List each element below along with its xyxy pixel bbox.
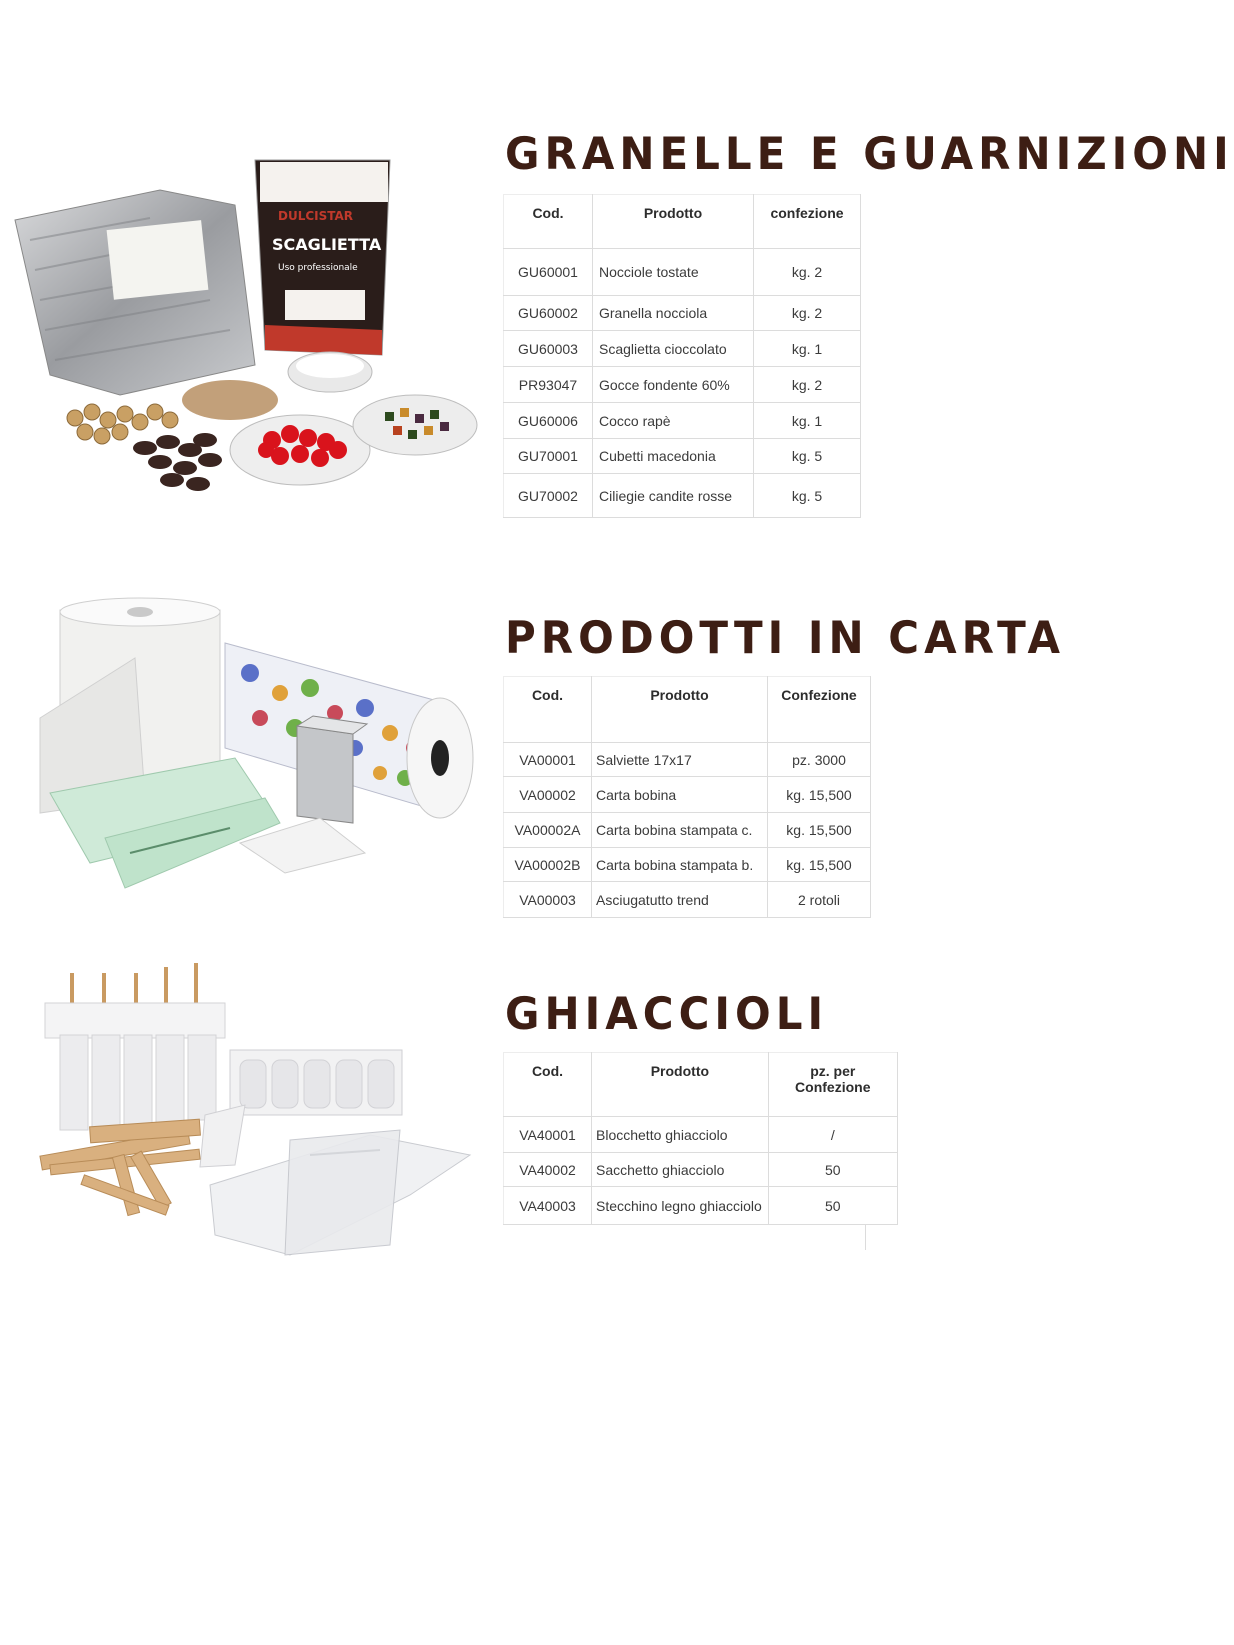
cell-code: VA40003 [504,1187,592,1225]
plastic-bags [210,1130,470,1255]
cell-pack: kg. 15,500 [768,848,871,882]
cell-code: VA40001 [504,1117,592,1153]
table-row [504,743,871,777]
cell-code: GU60006 [504,403,593,439]
bag-title-label: SCAGLIETTA [272,235,382,254]
header-prodotto: Prodotto [592,677,768,743]
section-title-carta: PRODOTTI IN CARTA [505,612,1065,664]
cell-code: VA00002A [504,813,592,848]
cell-pack: kg. 2 [754,367,861,403]
table-row [504,1153,898,1187]
cell-pack: 2 rotoli [768,882,871,918]
cell-product: Granella nocciola [593,296,754,331]
table-row [504,331,861,367]
table-row [504,1117,898,1153]
table-row [504,882,871,918]
header-confezione: confezione [754,195,861,249]
cell-product: Nocciole tostate [593,249,754,296]
table-row [504,296,861,331]
paper-products-photo [35,598,480,898]
header-prodotto: Prodotto [593,195,754,249]
table-row [504,777,871,813]
cell-product: Carta bobina stampata c. [592,813,768,848]
cell-product: Carta bobina stampata b. [592,848,768,882]
cell-product: Sacchetto ghiacciolo [592,1153,769,1187]
table-granelle [503,194,861,518]
cell-pack: kg. 1 [754,403,861,439]
cell-code: GU60001 [504,249,593,296]
foil-bag [15,190,255,395]
cell-product: Cocco rapè [593,403,754,439]
cell-code: GU60002 [504,296,593,331]
table-row [504,367,861,403]
cell-product: Gocce fondente 60% [593,367,754,403]
table-row [504,403,861,439]
cell-product: Stecchino legno ghiacciolo [592,1187,769,1225]
cell-product: Salviette 17x17 [592,743,768,777]
cell-code: VA00002B [504,848,592,882]
cell-product: Carta bobina [592,777,768,813]
cell-pack: / [768,1117,897,1153]
cell-code: VA40002 [504,1153,592,1187]
ice-lolly-photo [30,955,475,1265]
bag-sub-label: Uso professionale [278,263,358,273]
cell-pack: kg. 5 [754,439,861,474]
header-cod: Cod. [504,677,592,743]
section-title-granelle: GRANELLE E GUARNIZIONI [505,128,1234,180]
table-row [504,474,861,518]
wooden-sticks [40,1119,201,1215]
cell-pack: 50 [768,1187,897,1225]
table-row [504,1187,898,1225]
table-tail-line [865,1224,866,1250]
bag-brand-label: DULCISTAR [278,209,354,223]
cell-pack: kg. 2 [754,249,861,296]
cell-pack: 50 [768,1153,897,1187]
cell-code: VA00003 [504,882,592,918]
cell-product: Cubetti macedonia [593,439,754,474]
table-row [504,848,871,882]
header-cod: Cod. [504,195,593,249]
cell-pack: kg. 2 [754,296,861,331]
cell-pack: pz. 3000 [768,743,871,777]
cell-code: GU70002 [504,474,593,518]
header-cod: Cod. [504,1053,592,1117]
section-title-ghiaccioli: GHIACCIOLI [505,988,829,1040]
section-granelle [0,0,1234,560]
cell-code: VA00001 [504,743,592,777]
cell-product: Scaglietta cioccolato [593,331,754,367]
header-confezione: pz. per Confezione [768,1053,897,1117]
table-carta [503,676,871,918]
cell-code: VA00002 [504,777,592,813]
cell-product: Asciugatutto trend [592,882,768,918]
cell-code: GU70001 [504,439,593,474]
cell-product: Blocchetto ghiacciolo [592,1117,769,1153]
table-ghiaccioli [503,1052,898,1225]
cell-pack: kg. 1 [754,331,861,367]
cell-product: Ciliegie candite rosse [593,474,754,518]
cell-pack: kg. 5 [754,474,861,518]
cell-pack: kg. 15,500 [768,777,871,813]
table-row [504,439,861,474]
scaglietta-bag [255,160,390,355]
cell-pack: kg. 15,500 [768,813,871,848]
header-prodotto: Prodotto [592,1053,769,1117]
header-confezione: Confezione [768,677,871,743]
cell-code: PR93047 [504,367,593,403]
lolly-mould [45,963,225,1130]
cell-code: GU60003 [504,331,593,367]
table-row [504,249,861,296]
table-row [504,813,871,848]
toppings-photo [10,150,490,510]
